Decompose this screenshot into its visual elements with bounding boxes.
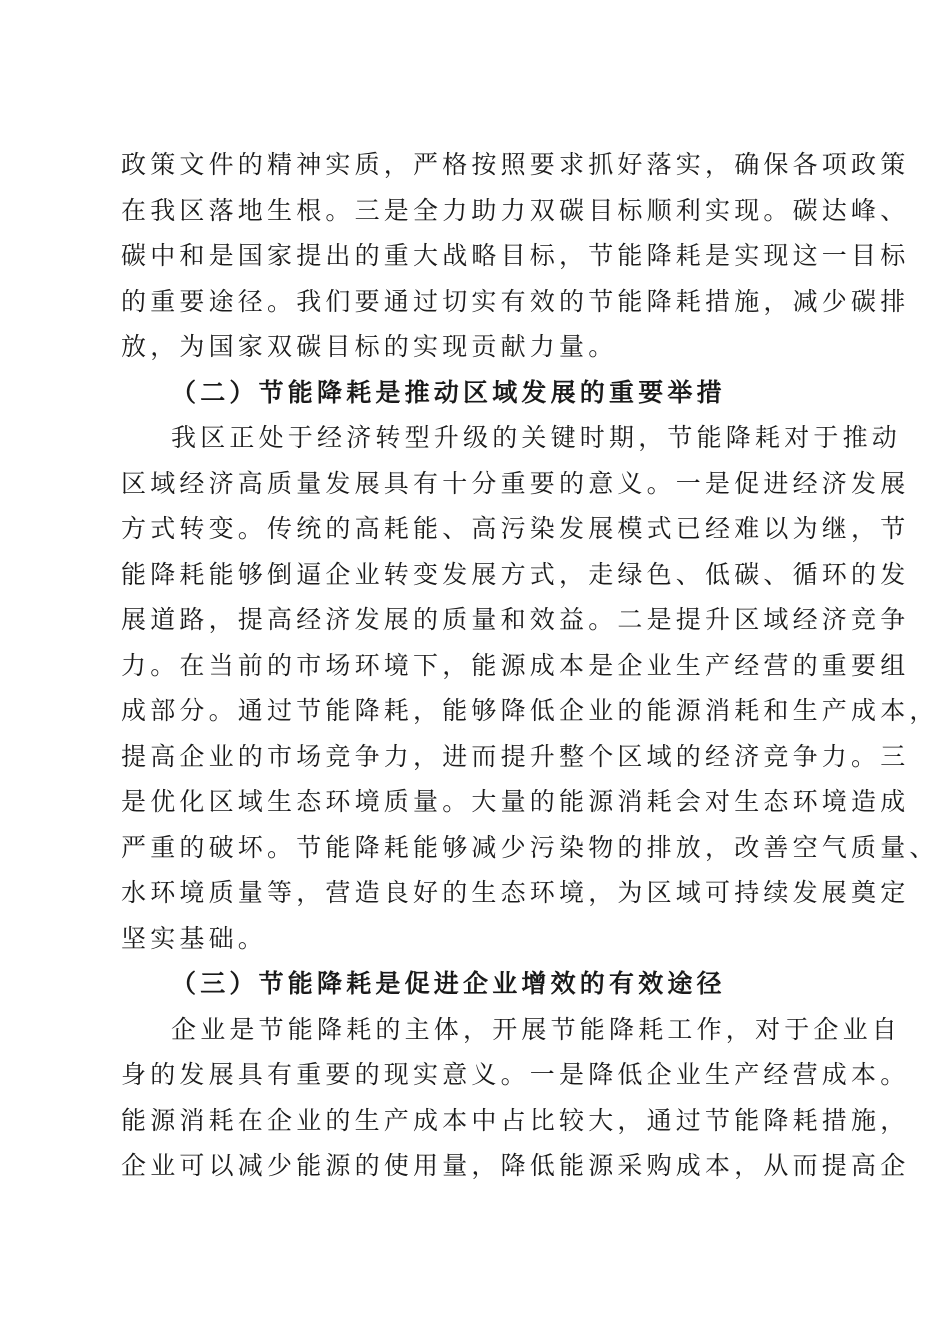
section-heading-2: （二）节能降耗是推动区域发展的重要举措 [171, 377, 726, 407]
paragraph-line: 区域经济高质量发展具有十分重要的意义。一是促进经济发展 [121, 468, 910, 498]
paragraph-line: 放，为国家双碳目标的实现贡献力量。 [121, 332, 618, 361]
paragraph-line: 水环境质量等，营造良好的生态环境，为区域可持续发展奠定 [121, 878, 910, 907]
paragraph-line: 身的发展具有重要的现实意义。一是降低企业生产经营成本。 [121, 1060, 910, 1089]
paragraph-line: 方式转变。传统的高耗能、高污染发展模式已经难以为继，节 [121, 514, 910, 543]
paragraph-line: 坚实基础。 [121, 923, 268, 953]
paragraph-line: 的重要途径。我们要通过切实有效的节能降耗措施，减少碳排 [121, 286, 910, 316]
paragraph-line: 严重的破坏。节能降耗能够减少污染物的排放，改善空气质量、 [121, 832, 939, 862]
paragraph-line: 企业是节能降耗的主体，开展节能降耗工作，对于企业自 [171, 1014, 902, 1044]
paragraph-line: 能源消耗在企业的生产成本中占比较大，通过节能降耗措施， [121, 1105, 910, 1135]
paragraph-line: 是优化区域生态环境质量。大量的能源消耗会对生态环境造成 [121, 787, 910, 816]
paragraph-line: 能降耗能够倒逼企业转变发展方式，走绿色、低碳、循环的发 [121, 559, 910, 589]
paragraph-line: 企业可以减少能源的使用量，降低能源采购成本，从而提高企 [121, 1151, 910, 1180]
paragraph-line: 展道路，提高经济发展的质量和效益。二是提升区域经济竞争 [121, 605, 910, 634]
paragraph-line: 政策文件的精神实质，严格按照要求抓好落实，确保各项政策 [121, 150, 910, 179]
paragraph-line: 成部分。通过节能降耗，能够降低企业的能源消耗和生产成本， [121, 696, 939, 725]
paragraph-line: 我区正处于经济转型升级的关键时期，节能降耗对于推动 [171, 423, 902, 452]
document-body [121, 142, 939, 1189]
paragraph-line: 力。在当前的市场环境下，能源成本是企业生产经营的重要组 [121, 650, 910, 680]
section-heading-3: （三）节能降耗是促进企业增效的有效途径 [171, 969, 726, 998]
paragraph-line: 在我区落地生根。三是全力助力双碳目标顺利实现。碳达峰、 [121, 195, 910, 225]
paragraph-line: 提高企业的市场竞争力，进而提升整个区域的经济竞争力。三 [121, 741, 910, 771]
paragraph-line: 碳中和是国家提出的重大战略目标，节能降耗是实现这一目标 [121, 241, 910, 270]
